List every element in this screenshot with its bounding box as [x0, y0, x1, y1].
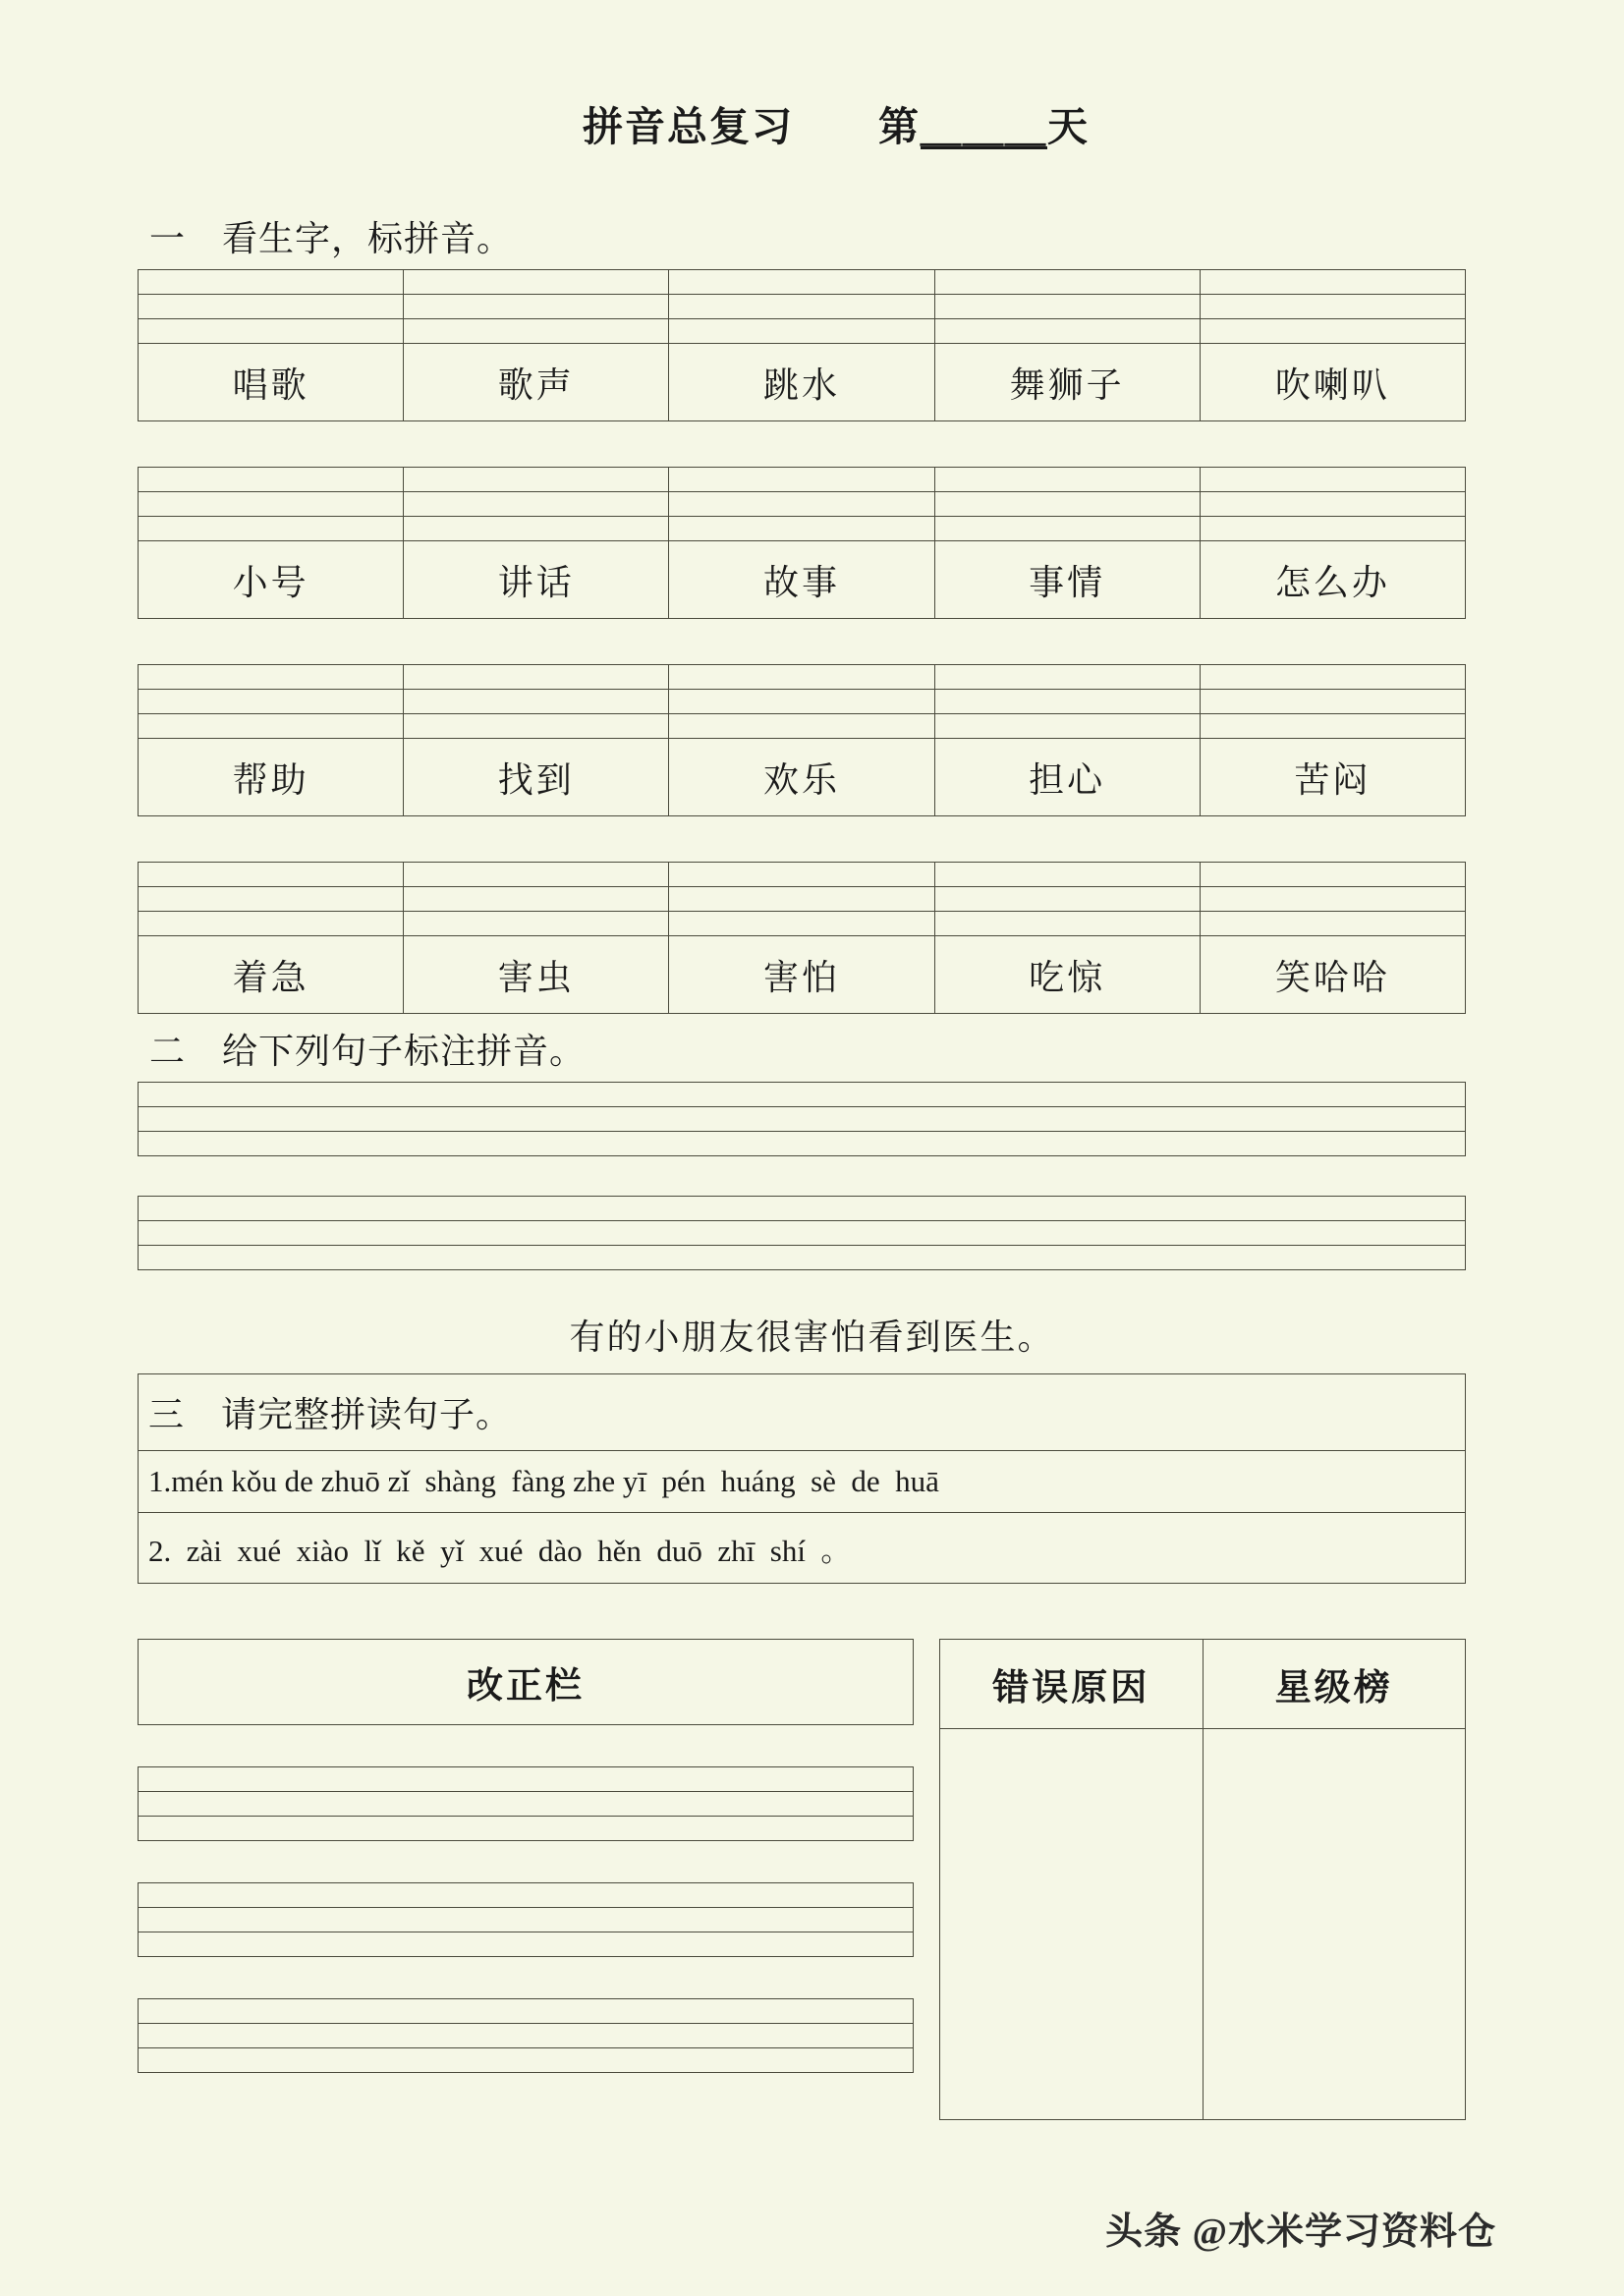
word-cell: 找到 [404, 739, 669, 816]
pinyin-blank-row[interactable] [139, 912, 1466, 936]
writing-line-cell[interactable] [139, 1246, 1466, 1270]
word-cell: 怎么办 [1200, 541, 1465, 619]
pinyin-blank-cell[interactable] [1200, 517, 1465, 541]
pinyin-blank-cell[interactable] [1200, 295, 1465, 319]
section-two-heading: 二 给下列句子标注拼音。 [149, 1032, 587, 1071]
pinyin-blank-cell[interactable] [139, 492, 404, 517]
word-cell: 害虫 [404, 936, 669, 1014]
title-main-text: 拼音总复习 [583, 104, 794, 149]
pinyin-blank-row[interactable] [139, 665, 1466, 690]
bottom-area [138, 1639, 1466, 2120]
pinyin-blank-row[interactable] [139, 887, 1466, 912]
pinyin-blank-cell[interactable] [934, 912, 1200, 936]
pinyin-blank-cell[interactable] [934, 887, 1200, 912]
pinyin-blank-cell[interactable] [1200, 319, 1465, 344]
word-cell: 帮助 [139, 739, 404, 816]
writing-line-row[interactable] [139, 1221, 1466, 1246]
correction-line-cell[interactable] [139, 1883, 914, 1908]
pinyin-blank-cell[interactable] [934, 468, 1200, 492]
pinyin-blank-cell[interactable] [139, 887, 404, 912]
writing-line-row[interactable] [139, 1107, 1466, 1132]
word-cell: 舞狮子 [934, 344, 1200, 421]
pinyin-sentence-2: 2. zài xué xiào lǐ kě yǐ xué dào hěn duō zhī shí 。 [148, 1534, 852, 1568]
word-cell: 笑哈哈 [1200, 936, 1465, 1014]
title-day-label: 第 [878, 104, 921, 149]
pinyin-blank-cell[interactable] [1200, 270, 1465, 295]
correction-line-row[interactable] [139, 1817, 914, 1841]
correction-line-cell[interactable] [139, 1767, 914, 1792]
correction-line-cell[interactable] [139, 2024, 914, 2048]
score-header-row [940, 1640, 1466, 1729]
pinyin-blank-cell[interactable] [934, 295, 1200, 319]
pinyin-blank-row[interactable] [139, 863, 1466, 887]
pinyin-blank-cell[interactable] [934, 270, 1200, 295]
pinyin-blank-row[interactable] [139, 714, 1466, 739]
pinyin-blank-cell[interactable] [404, 295, 669, 319]
word-cell: 吃惊 [934, 936, 1200, 1014]
pinyin-blank-cell[interactable] [139, 517, 404, 541]
score-table [939, 1639, 1466, 2120]
writing-line-cell[interactable] [139, 1197, 1466, 1221]
section-three-box [138, 1373, 1466, 1584]
writing-line-row[interactable] [139, 1246, 1466, 1270]
title-day-blank: ＿＿＿ [921, 104, 1047, 149]
pinyin-blank-cell[interactable] [139, 295, 404, 319]
pinyin-blank-cell[interactable] [1200, 714, 1465, 739]
pinyin-blank-cell[interactable] [139, 270, 404, 295]
pinyin-blank-cell[interactable] [139, 690, 404, 714]
word-cell: 着急 [139, 936, 404, 1014]
pinyin-blank-cell[interactable] [404, 863, 669, 887]
correction-lines-3 [138, 1998, 914, 2073]
word-cell: 欢乐 [669, 739, 934, 816]
pinyin-blank-cell[interactable] [669, 887, 934, 912]
pinyin-blank-row[interactable] [139, 690, 1466, 714]
pinyin-blank-cell[interactable] [669, 295, 934, 319]
correction-title: 改正栏 [138, 1639, 914, 1725]
correction-lines-2 [138, 1882, 914, 1957]
word-cell: 唱歌 [139, 344, 404, 421]
word-cell: 小号 [139, 541, 404, 619]
score-cell-star-rank[interactable] [1203, 1729, 1466, 2120]
pinyin-blank-cell[interactable] [934, 492, 1200, 517]
writing-line-row[interactable] [139, 1197, 1466, 1221]
pinyin-blank-cell[interactable] [404, 665, 669, 690]
pinyin-blank-cell[interactable] [1200, 912, 1465, 936]
pinyin-blank-cell[interactable] [669, 714, 934, 739]
correction-line-row[interactable] [139, 1908, 914, 1932]
pinyin-writing-grid-2 [138, 1196, 1466, 1270]
correction-line-cell[interactable] [139, 1792, 914, 1817]
correction-line-cell[interactable] [139, 1932, 914, 1957]
pinyin-blank-cell[interactable] [404, 492, 669, 517]
pinyin-blank-cell[interactable] [1200, 887, 1465, 912]
pinyin-blank-cell[interactable] [669, 270, 934, 295]
pinyin-blank-cell[interactable] [139, 468, 404, 492]
pinyin-blank-cell[interactable] [669, 468, 934, 492]
pinyin-blank-cell[interactable] [1200, 690, 1465, 714]
score-header-error-reason: 错误原因 [940, 1640, 1204, 1729]
pinyin-blank-cell[interactable] [669, 863, 934, 887]
pinyin-sentence-1: 1.mén kǒu de zhuō zǐ shàng fàng zhe yī pén huáng sè de huā [139, 1451, 1465, 1513]
page-title [138, 0, 1486, 205]
pinyin-blank-cell[interactable] [934, 714, 1200, 739]
word-table-1 [138, 269, 1466, 421]
word-row [139, 739, 1466, 816]
writing-line-row[interactable] [139, 1132, 1466, 1156]
pinyin-blank-cell[interactable] [934, 665, 1200, 690]
writing-line-cell[interactable] [139, 1107, 1466, 1132]
pinyin-blank-cell[interactable] [669, 517, 934, 541]
word-table-2 [138, 467, 1466, 619]
correction-line-row[interactable] [139, 1932, 914, 1957]
correction-lines-1 [138, 1766, 914, 1841]
pinyin-blank-cell[interactable] [669, 492, 934, 517]
pinyin-blank-cell[interactable] [669, 912, 934, 936]
pinyin-blank-row[interactable] [139, 492, 1466, 517]
pinyin-blank-cell[interactable] [1200, 492, 1465, 517]
pinyin-blank-cell[interactable] [934, 319, 1200, 344]
pinyin-blank-cell[interactable] [669, 665, 934, 690]
pinyin-blank-row[interactable] [139, 295, 1466, 319]
word-table-4 [138, 862, 1466, 1014]
score-cell-error-reason[interactable] [940, 1729, 1204, 2120]
word-cell: 苦闷 [1200, 739, 1465, 816]
pinyin-blank-cell[interactable] [139, 714, 404, 739]
pinyin-blank-cell[interactable] [934, 863, 1200, 887]
section-one-heading: 一 看生字，标拼音。 [149, 219, 514, 258]
word-row [139, 541, 1466, 619]
correction-line-cell[interactable] [139, 1817, 914, 1841]
writing-line-cell[interactable] [139, 1221, 1466, 1246]
section-three-heading: 三 请完整拼读句子。 [139, 1374, 1465, 1451]
writing-line-cell[interactable] [139, 1132, 1466, 1156]
pinyin-blank-row[interactable] [139, 468, 1466, 492]
pinyin-blank-cell[interactable] [1200, 665, 1465, 690]
correction-line-cell[interactable] [139, 2048, 914, 2073]
correction-column [138, 1639, 914, 2120]
word-cell: 害怕 [669, 936, 934, 1014]
writing-line-cell[interactable] [139, 1083, 1466, 1107]
title-day-unit: 天 [1047, 104, 1090, 149]
pinyin-blank-cell[interactable] [139, 665, 404, 690]
score-body-row[interactable] [940, 1729, 1466, 2120]
word-cell: 讲话 [404, 541, 669, 619]
pinyin-blank-row[interactable] [139, 270, 1466, 295]
pinyin-blank-cell[interactable] [404, 912, 669, 936]
pinyin-blank-cell[interactable] [404, 517, 669, 541]
correction-line-cell[interactable] [139, 1999, 914, 2024]
pinyin-blank-cell[interactable] [404, 690, 669, 714]
pinyin-blank-cell[interactable] [404, 714, 669, 739]
correction-line-row[interactable] [139, 2048, 914, 2073]
watermark: 头条 @水米学习资料仓 [1105, 2212, 1496, 2253]
pinyin-blank-cell[interactable] [404, 468, 669, 492]
correction-line-row[interactable] [139, 1792, 914, 1817]
pinyin-blank-cell[interactable] [1200, 863, 1465, 887]
practice-sentence: 有的小朋友很害怕看到医生。 [569, 1317, 1055, 1357]
writing-line-row[interactable] [139, 1083, 1466, 1107]
word-cell: 跳水 [669, 344, 934, 421]
pinyin-blank-row[interactable] [139, 517, 1466, 541]
correction-line-cell[interactable] [139, 1908, 914, 1932]
word-cell: 故事 [669, 541, 934, 619]
pinyin-blank-cell[interactable] [404, 270, 669, 295]
word-cell: 事情 [934, 541, 1200, 619]
pinyin-blank-cell[interactable] [404, 319, 669, 344]
pinyin-blank-cell[interactable] [934, 690, 1200, 714]
pinyin-blank-cell[interactable] [404, 887, 669, 912]
title-gap [794, 104, 878, 149]
pinyin-blank-cell[interactable] [139, 319, 404, 344]
word-row [139, 344, 1466, 421]
word-row [139, 936, 1466, 1014]
score-header-star-rank: 星级榜 [1203, 1640, 1466, 1729]
word-cell: 吹喇叭 [1200, 344, 1465, 421]
correction-line-row[interactable] [139, 1999, 914, 2024]
pinyin-blank-cell[interactable] [139, 912, 404, 936]
correction-line-row[interactable] [139, 1767, 914, 1792]
word-table-3 [138, 664, 1466, 816]
pinyin-blank-row[interactable] [139, 319, 1466, 344]
word-cell: 歌声 [404, 344, 669, 421]
pinyin-writing-grid-1 [138, 1082, 1466, 1156]
score-column [939, 1639, 1466, 2120]
pinyin-blank-cell[interactable] [669, 319, 934, 344]
correction-line-row[interactable] [139, 2024, 914, 2048]
pinyin-blank-cell[interactable] [669, 690, 934, 714]
pinyin-blank-cell[interactable] [1200, 468, 1465, 492]
correction-line-row[interactable] [139, 1883, 914, 1908]
pinyin-blank-cell[interactable] [139, 863, 404, 887]
pinyin-blank-cell[interactable] [934, 517, 1200, 541]
word-cell: 担心 [934, 739, 1200, 816]
